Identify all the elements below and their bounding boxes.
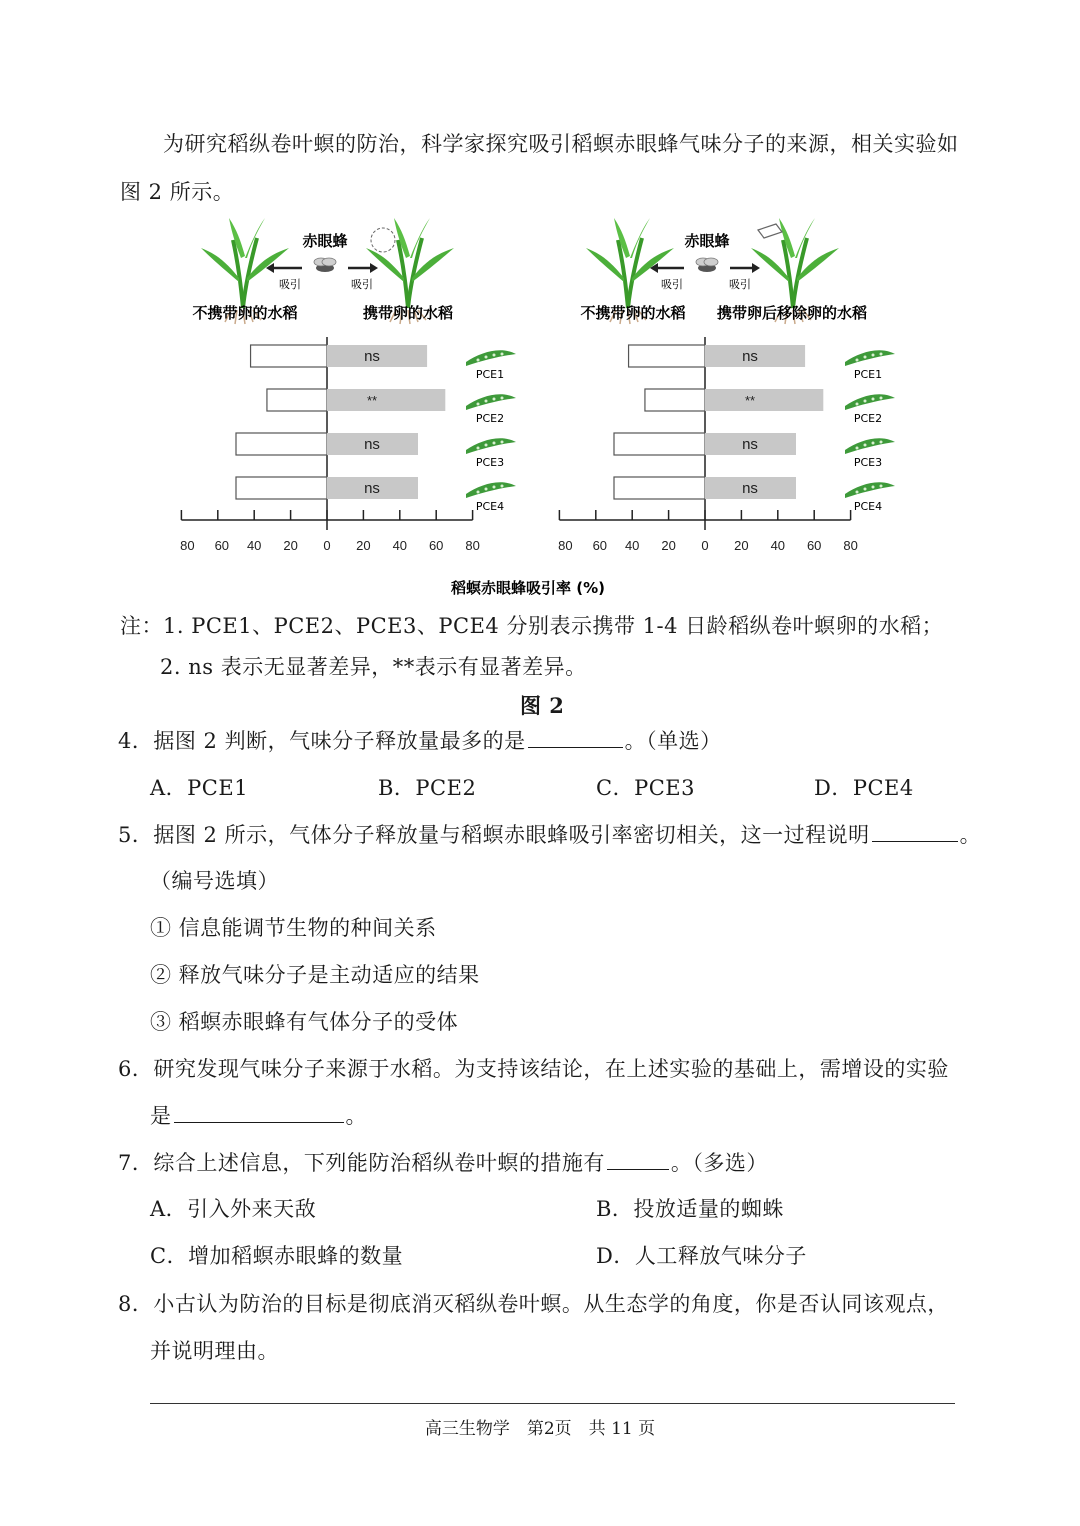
leaf-label: PCE1: [475, 368, 505, 381]
option-b: B．PCE2: [378, 776, 477, 800]
question-5-suffix: 。: [959, 823, 982, 847]
x-tick-label: 60: [214, 538, 230, 553]
bar-chart-left: [180, 337, 480, 553]
x-tick-label: 40: [392, 538, 408, 553]
significance-label: ns: [364, 436, 380, 453]
question-7-stem: [118, 1147, 768, 1177]
question-5-text: 5．据图 2 所示，气体分子释放量与稻螟赤眼蜂吸引率密切相关，这一过程说明: [118, 823, 870, 847]
page-footer: 高三生物学 第2页 共 11 页: [424, 1419, 656, 1439]
insect-label: 赤眼蜂: [302, 232, 348, 250]
bar-left: [614, 477, 705, 499]
x-tick-label: 60: [428, 538, 444, 553]
answer-blank[interactable]: [174, 1102, 344, 1123]
bar-left: [236, 477, 327, 499]
x-tick-label: 80: [465, 538, 480, 553]
intro-line-1: 为研究稻纵卷叶螟的防治，科学家探究吸引稻螟赤眼蜂气味分子的来源，相关实验如: [163, 132, 959, 156]
question-4-text: 4．据图 2 判断，气味分子释放量最多的是: [118, 729, 526, 753]
significance-label: ns: [364, 348, 380, 365]
leaf-icon: [845, 438, 895, 454]
leaf-label: PCE4: [853, 500, 883, 513]
question-7-text: 7．综合上述信息，下列能防治稻纵卷叶螟的措施有: [118, 1151, 605, 1175]
plant-label: 携带卵的水稻: [362, 304, 454, 322]
note-line-2: 2. ns 表示无显著差异，**表示有显著差异。: [160, 655, 587, 679]
leaf-icon: [845, 482, 895, 498]
option-c: C．增加稻螟赤眼蜂的数量: [150, 1244, 404, 1268]
intro-line-2: 图 2 所示。: [120, 180, 235, 204]
attract-label: 吸引: [661, 278, 683, 291]
option-c: C．PCE3: [596, 776, 695, 800]
significance-label: ns: [742, 348, 758, 365]
leaf-icon: [845, 350, 895, 366]
attract-label: 吸引: [729, 278, 751, 291]
x-tick-label: 20: [283, 538, 298, 553]
statement-1: ① 信息能调节生物的种间关系: [150, 916, 437, 940]
leaf-label: PCE1: [853, 368, 883, 381]
bar-left: [267, 389, 327, 411]
leaf-label: PCE3: [475, 456, 505, 469]
question-8-line-2: 并说明理由。: [150, 1339, 279, 1363]
question-4-stem: [118, 725, 722, 755]
leaf-icon: [466, 394, 516, 410]
leaf-label: PCE3: [853, 456, 883, 469]
x-tick-label: 20: [356, 538, 371, 553]
leaf-legend-right: [845, 350, 895, 513]
figure-caption: 图 2: [520, 693, 565, 718]
significance-label: ns: [742, 436, 758, 453]
x-tick-label: 80: [558, 538, 573, 553]
significance-label: **: [744, 393, 756, 408]
note-line-1: 注：1. PCE1、PCE2、PCE3、PCE4 分别表示携带 1-4 日龄稻纵卷叶螟卵的水稻；: [120, 614, 944, 638]
leaf-legend-left: [466, 350, 516, 513]
answer-blank[interactable]: [872, 821, 958, 842]
leaf-label: PCE4: [475, 500, 505, 513]
leaf-icon: [466, 350, 516, 366]
leaf-label: PCE2: [475, 412, 505, 425]
brush-icon: [758, 224, 782, 238]
statement-2: ② 释放气味分子是主动适应的结果: [150, 963, 480, 987]
leaf-label: PCE2: [853, 412, 883, 425]
option-d: D．PCE4: [814, 776, 914, 800]
bar-left: [614, 433, 705, 455]
bar-chart-right: [558, 337, 858, 553]
question-6-line-1: 6．研究发现气味分子来源于水稻。为支持该结论，在上述实验的基础上，需增设的实验: [118, 1057, 949, 1081]
x-tick-label: 0: [323, 538, 331, 553]
attract-label: 吸引: [279, 278, 301, 291]
egg-circle-icon: [371, 228, 395, 252]
significance-label: **: [366, 393, 378, 408]
bar-left: [629, 345, 705, 367]
figure-2: [0, 210, 1080, 630]
wasp-icon: [696, 258, 718, 272]
plant-label: 不携带卵的水稻: [192, 304, 298, 322]
x-tick-label: 60: [806, 538, 822, 553]
significance-label: ns: [742, 480, 758, 497]
bar-left: [251, 345, 327, 367]
x-tick-label: 0: [701, 538, 709, 553]
x-tick-label: 80: [843, 538, 858, 553]
plant-label: 不携带卵的水稻: [580, 304, 686, 322]
leaf-icon: [466, 482, 516, 498]
question-4-suffix: 。（单选）: [624, 729, 722, 753]
x-tick-label: 20: [734, 538, 749, 553]
question-6-suffix: 。: [345, 1104, 367, 1128]
answer-blank[interactable]: [528, 727, 623, 748]
significance-label: ns: [364, 480, 380, 497]
attract-label: 吸引: [351, 278, 373, 291]
x-tick-label: 20: [661, 538, 676, 553]
question-8-line-1: 8．小古认为防治的目标是彻底消灭稻纵卷叶螟。从生态学的角度，你是否认同该观点，: [118, 1292, 949, 1316]
option-b: B．投放适量的蜘蛛: [596, 1197, 784, 1221]
question-5-stem: [118, 819, 981, 849]
statement-3: ③ 稻螟赤眼蜂有气体分子的受体: [150, 1010, 459, 1034]
option-d: D．人工释放气味分子: [596, 1244, 807, 1268]
leaf-icon: [845, 394, 895, 410]
footer-divider: [150, 1403, 955, 1404]
answer-blank[interactable]: [607, 1149, 669, 1170]
question-7-suffix: 。（多选）: [670, 1151, 768, 1175]
bar-left: [236, 433, 327, 455]
x-axis-title: 稻螟赤眼蜂吸引率 (%): [451, 579, 605, 597]
question-6-text: 是: [150, 1104, 172, 1128]
x-tick-label: 40: [770, 538, 786, 553]
option-a: A．引入外来天敌: [150, 1197, 317, 1221]
x-tick-label: 40: [624, 538, 640, 553]
question-6-line-2: [150, 1100, 367, 1130]
bar-right: [327, 389, 445, 411]
wasp-icon: [314, 258, 336, 272]
plant-label: 携带卵后移除卵的水稻: [716, 304, 868, 322]
bar-right: [705, 389, 823, 411]
bar-left: [645, 389, 705, 411]
insect-label: 赤眼蜂: [684, 232, 730, 250]
x-tick-label: 80: [180, 538, 195, 553]
option-a: A．PCE1: [150, 776, 249, 800]
x-tick-label: 60: [592, 538, 608, 553]
x-tick-label: 40: [246, 538, 262, 553]
question-5-note: （编号选填）: [150, 869, 279, 893]
leaf-icon: [466, 438, 516, 454]
